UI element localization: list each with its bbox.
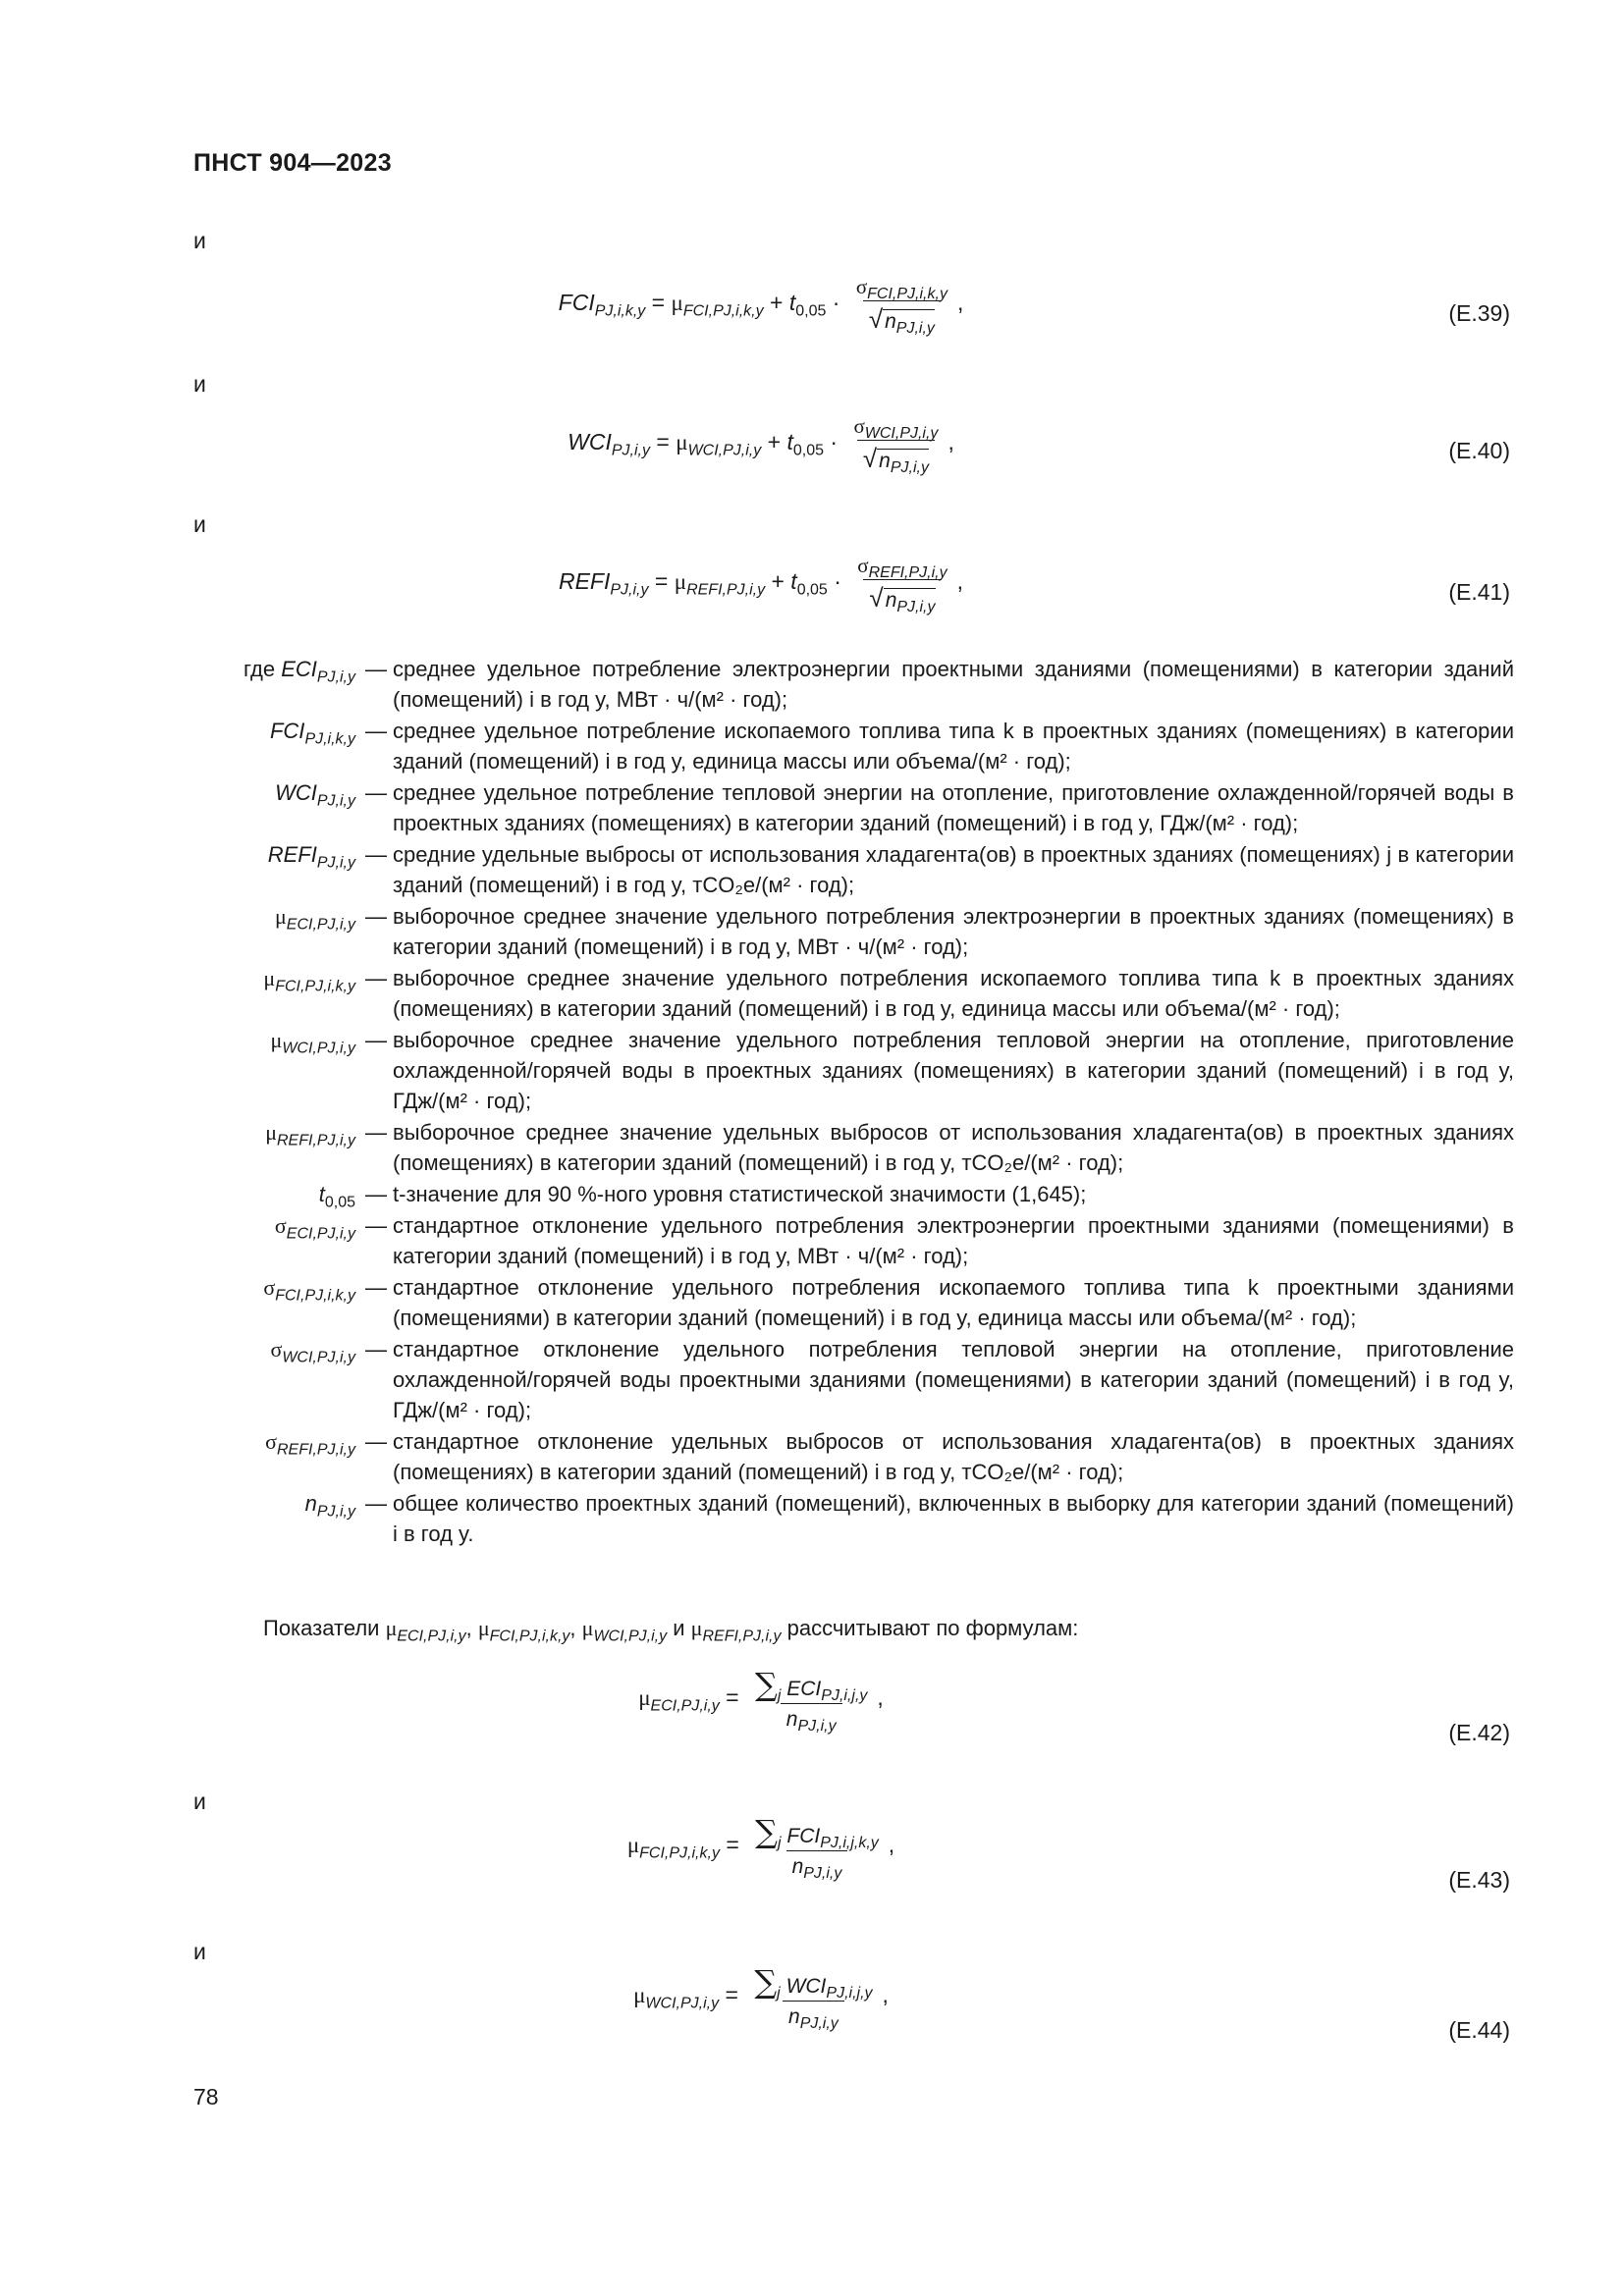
definition-text: выборочное среднее значение удельных выбросов от использования хладагента(ов) в проектных зданиях (помещениях) в категории зданий (помещений) i в год y, тCO₂e/(м² · год); [393, 1120, 1514, 1175]
para-and: и [673, 1616, 685, 1640]
connector-text: и [193, 228, 206, 253]
connector-text: и [193, 1789, 206, 1814]
definition-item: $\sigma_{FCI,PJ,i,k,y}$ — стандартное отклонение удельного потребления ископаемого топлива типа k проектными зданиями (помещениями) в категории зданий (помещений) i в год y, единица массы или объема/(м² · год); [193, 1272, 1514, 1333]
definition-text: средние удельные выбросы от использования хладагента(ов) в проектных зданиях (помещениях) j в категории зданий (помещений) i в год y, тCO₂e/(м² · год); [393, 842, 1514, 897]
connector-text: и [193, 371, 206, 397]
intro-paragraph: Показатели $\mu_{ECI,PJ,i,y}$, $\mu_{FCI,PJ,i,k,y}$, $\mu_{WCI,PJ,i,y}$ и $\mu_{REFI,PJ,i,y}$ рассчитывают по формулам: [263, 1616, 1079, 1645]
equation-number-e40: (Е.40) [1448, 438, 1510, 463]
definition-text: среднее удельное потребление электроэнергии проектными зданиями (помещениями) в категории зданий (помещений) i в год y, МВт · ч/(м² · год); [393, 657, 1514, 712]
definition-item: $\mu_{ECI,PJ,i,y}$ — выборочное среднее значение удельного потребления электроэнергии в проектных зданиях (помещениях) в категории зданий (помещений) i в год y, МВт · ч/(м² · год); [193, 901, 1514, 962]
definition-item: $\sigma_{WCI,PJ,i,y}$ — стандартное отклонение удельного потребления тепловой энергии на отопление, приготовление охлажденной/горячей воды проектными зданиями (помещениями) в категории зданий (помещений) i в год y, ГДж/(м² · год); [193, 1334, 1514, 1425]
definitions-list [193, 654, 1514, 1550]
definition-text: t-значение для 90 %-ного уровня статистической значимости (1,645); [393, 1182, 1087, 1206]
connector-text: и [193, 511, 206, 537]
definition-text: среднее удельное потребление ископаемого топлива типа k в проектных зданиях (помещениях) в категории зданий (помещений) i в год y, единица массы или объема/(м² · год); [393, 719, 1514, 774]
document-header: ПНСТ 904—2023 [193, 149, 392, 177]
definition-item: $REFI_{PJ,i,y}$ — средние удельные выбросы от использования хладагента(ов) в проектных зданиях (помещениях) j в категории зданий (помещений) i в год y, тCO₂e/(м² · год); [193, 839, 1514, 900]
equation-number-e42: (Е.42) [1448, 1720, 1510, 1745]
definition-item: где $ECI_{PJ,i,y}$ — среднее удельное потребление электроэнергии проектными зданиями (помещениями) в категории зданий (помещений) i в год y, МВт · ч/(м² · год); [193, 654, 1514, 715]
para-suffix: рассчитывают по формулам: [786, 1616, 1079, 1640]
definition-text: выборочное среднее значение удельного потребления электроэнергии в проектных зданиях (помещениях) в категории зданий (помещений) i в год y, МВт · ч/(м² · год); [393, 904, 1514, 959]
definition-item: $WCI_{PJ,i,y}$ — среднее удельное потребление тепловой энергии на отопление, приготовление охлажденной/горячей воды в проектных зданиях (помещениях) в категории зданий (помещений) i в год y, ГДж/(м² · год); [193, 777, 1514, 838]
formula-e39: $FCI_{PJ,i,k,y} = \mu_{FCI,PJ,i,k,y} + t_{0,05}$ · $\frac{\sigma_{FCI,PJ,i,k,y}}{√n_{PJ,i,y}}$ , [558, 275, 964, 338]
defs-prefix: где [243, 657, 276, 681]
definition-text: стандартное отклонение удельного потребления тепловой энергии на отопление, приготовление охлажденной/горячей воды проектными зданиями (помещениями) в категории зданий (помещений) i в год y, ГДж/(м² · год); [393, 1337, 1514, 1422]
definition-text: выборочное среднее значение удельного потребления тепловой энергии на отопление, приготовление охлажденной/горячей воды в проектных зданиях (помещениях) в категории зданий (помещений) i в год y, ГДж/(м² · год); [393, 1028, 1514, 1113]
definition-text: общее количество проектных зданий (помещений), включенных в выборку для категории зданий (помещений) i в год y. [393, 1491, 1514, 1546]
equation-number-e41: (Е.41) [1448, 579, 1510, 605]
definition-item: $\mu_{FCI,PJ,i,k,y}$ — выборочное среднее значение удельного потребления ископаемого топлива типа k в проектных зданиях (помещениях) в категории зданий (помещений) i в год y, единица массы или объема/(м² · год); [193, 963, 1514, 1024]
definition-text: стандартное отклонение удельного потребления электроэнергии проектными зданиями (помещениями) в категории зданий (помещений) i в год y, МВт · ч/(м² · год); [393, 1213, 1514, 1268]
formula-e44: $\mu_{WCI,PJ,i,y}$ = $\frac{\sum_j WCI_{PJ,i,j,y}}{n_{PJ,i,y}}$ , [633, 1963, 889, 2033]
definition-item: $FCI_{PJ,i,k,y}$ — среднее удельное потребление ископаемого топлива типа k в проектных зданиях (помещениях) в категории зданий (помещений) i в год y, единица массы или объема/(м² · год); [193, 716, 1514, 776]
definition-item: $\sigma_{REFI,PJ,i,y}$ — стандартное отклонение удельных выбросов от использования хладагента(ов) в проектных зданиях (помещениях) в категории зданий (помещений) i в год y, тCO₂e/(м² · год); [193, 1426, 1514, 1487]
page-number: 78 [193, 2084, 219, 2109]
formula-e43: $\mu_{FCI,PJ,i,k,y}$ = $\frac{\sum_j FCI_{PJ,i,j,k,y}}{n_{PJ,i,y}}$ , [626, 1813, 895, 1883]
definition-text: выборочное среднее значение удельного потребления ископаемого топлива типа k в проектных зданиях (помещениях) в категории зданий (помещений) i в год y, единица массы или объема/(м² · год); [393, 966, 1514, 1021]
equation-number-e44: (Е.44) [1448, 2017, 1510, 2043]
definition-item: $t_{0,05}$ — t-значение для 90 %-ного уровня статистической значимости (1,645); [193, 1179, 1514, 1209]
definition-item: $\mu_{REFI,PJ,i,y}$ — выборочное среднее значение удельных выбросов от использования хладагента(ов) в проектных зданиях (помещениях) в категории зданий (помещений) i в год y, тCO₂e/(м² · год); [193, 1117, 1514, 1178]
formula-e41: $REFI_{PJ,i,y} = \mu_{REFI,PJ,i,y} + t_{0,05}$ · $\frac{\sigma_{REFI,PJ,i,y}}{√n_{PJ,i,y}}$ , [558, 554, 964, 616]
definition-item: $n_{PJ,i,y}$ — общее количество проектных зданий (помещений), включенных в выборку для категории зданий (помещений) i в год y. [193, 1488, 1514, 1549]
definition-text: среднее удельное потребление тепловой энергии на отопление, приготовление охлажденной/горячей воды в проектных зданиях (помещениях) в категории зданий (помещений) i в год y, ГДж/(м² · год); [393, 780, 1514, 835]
definition-item: $\sigma_{ECI,PJ,i,y}$ — стандартное отклонение удельного потребления электроэнергии проектными зданиями (помещениями) в категории зданий (помещений) i в год y, МВт · ч/(м² · год); [193, 1210, 1514, 1271]
equation-number-e39: (Е.39) [1448, 300, 1510, 326]
equation-number-e43: (Е.43) [1448, 1867, 1510, 1893]
definition-text: стандартное отклонение удельных выбросов от использования хладагента(ов) в проектных зданиях (помещениях) в категории зданий (помещений) i в год y, тCO₂e/(м² · год); [393, 1429, 1514, 1484]
definition-item: $\mu_{WCI,PJ,i,y}$ — выборочное среднее значение удельного потребления тепловой энергии на отопление, приготовление охлажденной/горячей воды в проектных зданиях (помещениях) в категории зданий (помещений) i в год y, ГДж/(м² · год); [193, 1025, 1514, 1116]
connector-text: и [193, 1939, 206, 1964]
formula-e42: $\mu_{ECI,PJ,i,y}$ = $\frac{\sum_j ECI_{PJ,i,j,y}}{n_{PJ,i,y}}$ , [638, 1666, 884, 1735]
formula-e40: $WCI_{PJ,i,y} = \mu_{WCI,PJ,i,y} + t_{0,05}$ · $\frac{\sigma_{WCI,PJ,i,y}}{√n_{PJ,i,y}}$ , [568, 414, 954, 477]
definition-text: стандартное отклонение удельного потребления ископаемого топлива типа k проектными зданиями (помещениями) в категории зданий (помещений) i в год y, единица массы или объема/(м² · год); [393, 1275, 1514, 1330]
para-prefix: Показатели [263, 1616, 380, 1640]
